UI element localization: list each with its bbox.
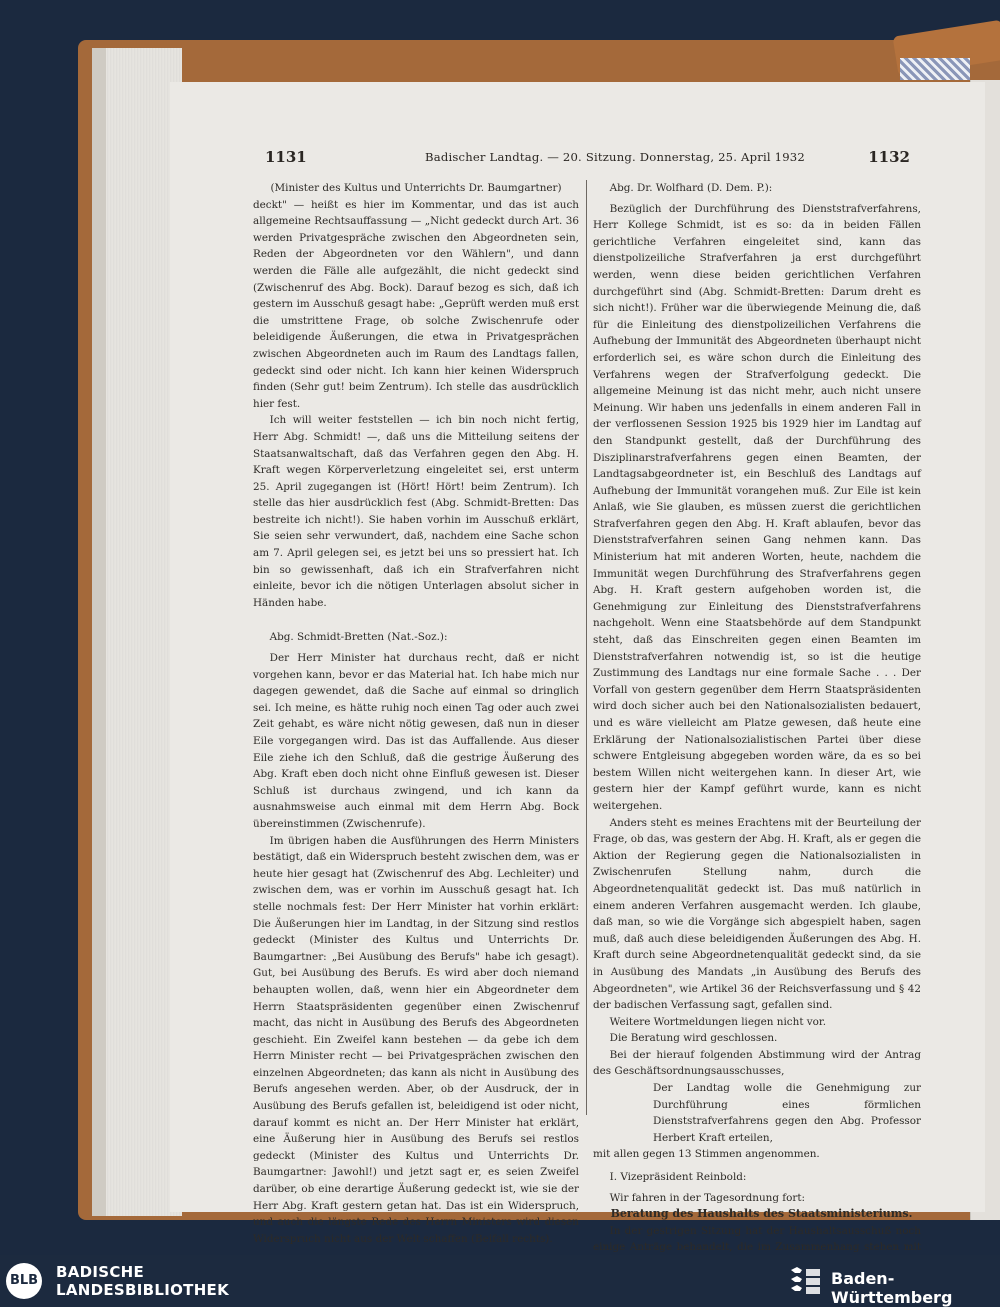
library-name: BADISCHE LANDESBIBLIOTHEK bbox=[56, 1263, 230, 1299]
left-text-column bbox=[253, 180, 579, 1247]
paragraph: In der gestrigen Sitzung hat der Haushaltsausschuß noch einige Anträge behandelt, die im Zusammenhang stehen mit bbox=[593, 1224, 921, 1254]
speaker-label: I. Vizepräsident Reinbold: bbox=[609, 1171, 747, 1184]
paragraph: Wir fahren in der Tagesordnung fort: bbox=[609, 1191, 806, 1204]
ribbon-marker bbox=[900, 58, 970, 80]
speaker-label: Abg. Schmidt-Bretten (Nat.-Soz.): bbox=[269, 631, 448, 644]
blb-logo-icon: BLB bbox=[6, 1263, 42, 1299]
paragraph: Bezüglich der Durchführung des Dienststrafverfahrens, Herr Kollege Schmidt, ist es so: da in beiden Fällen gerichtliche Verfahren eingeleitet sind, kann das dienstpolizeiliche Strafverfahren ja erst durchgeführt werden, wenn diese beiden gerichtlichen Verfahren durchgeführt sind (Abg. Schmidt-Bretten: Darum dreht es sich nicht!). Früher war die überwiegende Meinung die, daß für die Einleitung des dienstpolizeilichen Verfahrens die Aufhebung der Immunität des Abgeordneten überhaupt nicht erforderlich sei, es wäre schon durch die Einleitung des Verfahrens wegen der Strafverfolgung gedeckt. Die allgemeine Meinung ist das nicht mehr, auch nicht unsere Meinung. Wir haben uns jedenfalls in einem anderen Fall in der verflossenen Session 1925 bis 1929 hier im Landtag auf den Standpunkt gestellt, daß der Durchführung des Disziplinarstrafverfahrens gegen einen Beamten, der Landtagsabgeordneter ist, ein Beschluß des Landtags auf Aufhebung der Immunität vorangehen muß. Zur Eile ist kein Anlaß, wie Sie glauben, es müssen zuerst die gerichtlichen Strafverfahren gegen den Abg. H. Kraft ablaufen, bevor das Dienststrafverfahren seinen Gang nehmen kann. Das Ministerium hat mit anderen Worten, heute, nachdem die Immunität wegen Durchführung des Strafverfahrens gegen Abg. H. Kraft gestern aufgehoben worden ist, die Genehmigung zur Einleitung des Dienststrafverfahrens nachgeholt. Wenn eine Staatsbehörde auf dem Standpunkt steht, daß das Einschreiten gegen einen Beamten im Dienststrafverfahren notwendig ist, so ist die heutige Zustimmung des Landtags nur eine formale Sache . . . Der Vorfall von gestern gegenüber dem Herrn Staatspräsidenten wird doch sicher auch bei den Nationalsozialisten bedauert, und es wäre vielleicht am Platze gewesen, daß heute eine Erklärung der Nationalsozialistischen Partei über diese schwere Entgleisung abgegeben worden wäre, da es so bei bestem Willen nicht weitergehen kann. In dieser Art, wie gestern hier der Kampf geführt wurde, kann es nicht weitergehen. bbox=[593, 202, 921, 812]
library-footer bbox=[0, 1255, 1000, 1305]
paragraph: Die Beratung wird geschlossen. bbox=[609, 1032, 778, 1045]
paragraph: Ich will weiter feststellen — ich bin noch nicht fertig, Herr Abg. Schmidt! —, daß uns die Mitteilung seitens der Staatsanwaltschaft, daß das Verfahren gegen den Abg. H. Kraft wegen Körperverletzung eingeleitet sei, erst unterm 25. April zugegangen ist (Hört! Hört! beim Zentrum). Ich stelle das hier ausdrücklich fest (Abg. Schmidt-Bretten: Das bestreite ich nicht!). Sie haben vorhin im Ausschuß erklärt, Sie seien sehr verwundert, daß, nachdem eine Sache schon am 7. April gelegen sei, es jetzt bei uns so pressiert hat. Ich bin so gewissenhaft, daß ich ein Strafverfahren nicht einleite, bevor ich die nötigen Unterlagen absolut sicher in Händen habe. bbox=[253, 414, 579, 609]
page-header bbox=[265, 148, 910, 170]
speaker-label: Abg. Dr. Wolfhard (D. Dem. P.): bbox=[609, 182, 773, 194]
left-page-number: 1131 bbox=[265, 148, 307, 166]
column-divider bbox=[586, 180, 587, 1115]
right-page-number: 1132 bbox=[868, 148, 910, 166]
state-coat-of-arms-icon bbox=[788, 1265, 822, 1297]
speaker-running-head: (Minister des Kultus und Unterrichts Dr. Baumgartner) bbox=[270, 182, 562, 194]
running-title: Badischer Landtag. — 20. Sitzung. Donnerstag, 25. April 1932 bbox=[425, 150, 805, 164]
section-heading: Beratung des Haushalts des Staatsministeriums. bbox=[610, 1207, 913, 1221]
paragraph: Anders steht es meines Erachtens mit der Beurteilung der Frage, ob das, was gestern der Abg. H. Kraft, als er gegen die Aktion der Regierung gegen die Nationalsozialisten in Zwischenrufen Stellung nahm, durch die Abgeordnetenqualität gedeckt ist. Das muß natürlich in einem anderen Verfahren ausgemacht werden. Ich glaube, daß man, so wie die Vorgänge sich abgespielt haben, sagen muß, daß auch diese beleidigenden Äußerungen des Abg. H. Kraft durch seine Abgeordnetenqualität gedeckt sind, da sie in Ausübung des Mandats „in Ausübung des Berufs des Abgeordneten", wie Artikel 36 der Reichsverfassung und § 42 der badischen Verfassung sagt, gefallen sind. bbox=[593, 816, 921, 1012]
paragraph: Im übrigen haben die Ausführungen des Herrn Ministers bestätigt, daß ein Widerspruch besteht zwischen dem, was er heute hier gesagt hat (Zwischenruf des Abg. Lechleiter) und zwischen dem, was er vorhin im Ausschuß gesagt hat. Ich stelle nochmals fest: Der Herr Minister hat vorhin erklärt: Die Äußerungen hier im Landtag, in der Sitzung sind restlos gedeckt (Minister des Kultus und Unterrichts Dr. Baumgartner: „Bei Ausübung des Berufs" habe ich gesagt). Gut, bei Ausübung des Berufs. Es wird aber doch niemand behaupten wollen, daß, wenn hier ein Abgeordneter dem Herrn Staatspräsidenten gegenüber einen Zwischenruf macht, das nicht in Ausübung des Berufs des Abgeordneten geschieht. Ein Zweifel kann bestehen — da gebe ich dem Herrn Minister recht — bei Privatgesprächen zwischen den einzelnen Abgeordneten; das kann als nicht in Ausübung des Berufs angesehen werden. Aber, ob der Ausdruck, der in Ausübung des Berufs gefallen ist, beleidigend ist oder nicht, darauf kommt es nicht an. Der Herr Minister hat erklärt, eine Äußerung hier in Ausübung des Berufs sei restlos gedeckt (Minister des Kultus und Unterrichts Dr. Baumgartner: Jawohl!) und jetzt sagt er, es seien Zweifel darüber, ob eine derartige Äußerung gedeckt ist, wie sie der Herr Abg. Kraft gestern getan hat. Das ist ein Widerspruch, und auch die längste Rede des Herrn Ministers wird diesen Widerspruch nicht aus der Welt schaffen (Beifall rechts). bbox=[253, 834, 579, 1245]
paragraph: deckt" — heißt es hier im Kommentar, und das ist auch allgemeine Rechtsauffassung — „Nicht gedeckt durch Art. 36 werden Privatgespräche zwischen den Abgeordneten sein, Reden der Abgeordneten vor den Wählern", und dann werden die Fälle alle aufgezählt, die nicht gedeckt sind (Zwischenruf des Abg. Bock). Darauf bezog es sich, daß ich gestern im Ausschuß gesagt habe: „Geprüft werden muß erst die umstrittene Frage, ob solche Zwischenrufe oder beleidigende Äußerungen, die etwa in Privatgesprächen zwischen Abgeordneten auch im Raum des Landtags fallen, gedeckt sind oder nicht. Ich kann hier keinen Widerspruch finden (Sehr gut! beim Zentrum). Ich stelle das ausdrücklich hier fest. bbox=[253, 198, 579, 410]
page-edge-shadow bbox=[92, 48, 106, 1216]
right-text-column bbox=[593, 180, 921, 1255]
paragraph: Der Herr Minister hat durchaus recht, daß er nicht vorgehen kann, bevor er das Material hat. Ich habe mich nur dagegen gewendet, daß die Sache auf einmal so dringlich sei. Ich meine, es hätte ruhig noch einen Tag oder auch zwei Zeit gehabt, es wäre nicht nötig gewesen, daß nun in dieser Eile vorgegangen wird. Das ist das Auffallende. Aus dieser Eile ziehe ich den Schluß, daß die gestrige Äußerung des Abg. Kraft eben doch nicht ohne Einfluß gewesen ist. Dieser Schluß ist durchaus zwingend, und ich kann da ausnahmsweise auch einmal mit dem Herrn Abg. Bock übereinstimmen (Zwischenrufe). bbox=[253, 652, 579, 830]
state-name: Baden-Württemberg bbox=[831, 1269, 953, 1307]
paragraph: Weitere Wortmeldungen liegen nicht vor. bbox=[609, 1015, 827, 1028]
paragraph: Bei der hierauf folgenden Abstimmung wird der Antrag des Geschäftsordnungsausschusses, bbox=[593, 1048, 921, 1078]
vote-result: mit allen gegen 13 Stimmen angenommen. bbox=[593, 1148, 820, 1161]
motion-text: Der Landtag wolle die Genehmigung zur Durchführung eines förmlichen Dienststrafverfahrens gegen den Abg. Professor Herbert Kraft erteilen, bbox=[653, 1082, 921, 1144]
